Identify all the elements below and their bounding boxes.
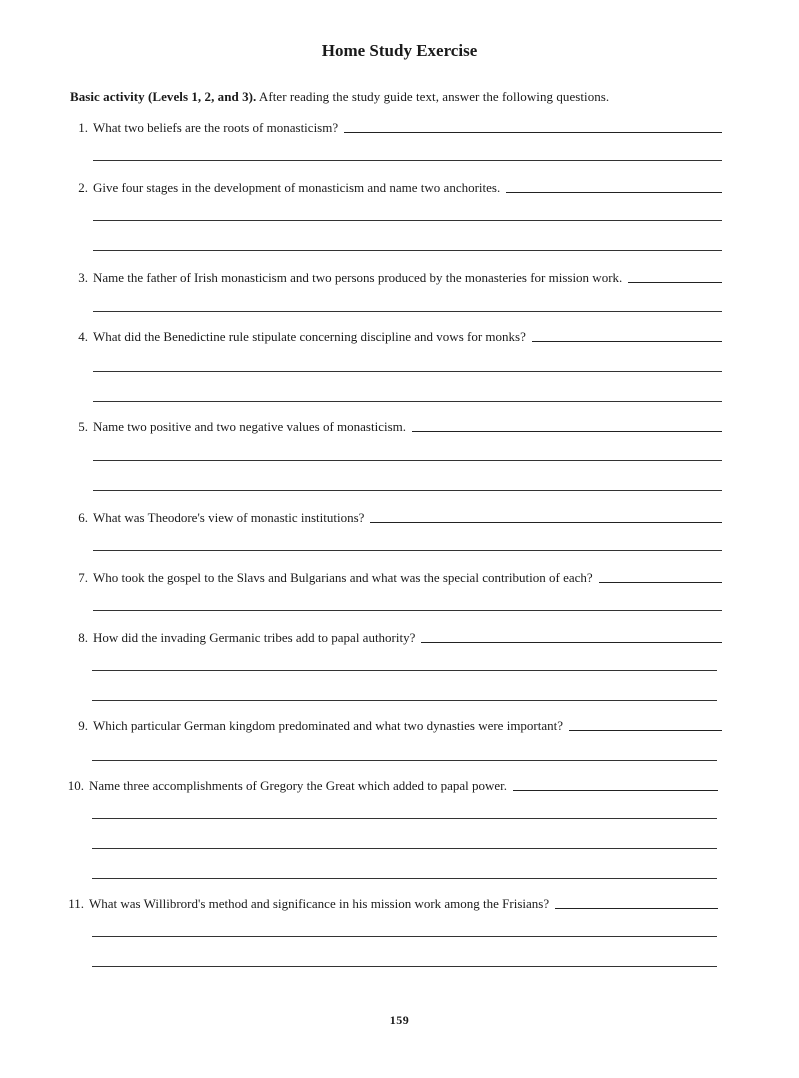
page-number: 159 [389, 1013, 410, 1027]
answer-line[interactable] [93, 460, 722, 461]
question-text: Name the father of Irish monasticism and two persons produced by the monasteries for mission work. [93, 270, 623, 285]
page-title: Home Study Exercise [321, 41, 478, 60]
question-text: What did the Benedictine rule stipulate concerning discipline and vows for monks? [93, 329, 526, 344]
question-1 [70, 118, 722, 136]
instructions [70, 89, 609, 105]
answer-line[interactable] [628, 282, 722, 283]
instructions-text: After reading the study guide text, answer the following questions. [256, 89, 610, 104]
answer-line[interactable] [344, 132, 722, 133]
answer-line[interactable] [92, 818, 717, 819]
question-number: 3. [78, 270, 88, 285]
question-number: 5. [78, 419, 88, 434]
question-3 [70, 268, 722, 286]
question-number: 11. [68, 896, 84, 911]
question-number: 10. [67, 778, 84, 793]
question-text: How did the invading Germanic tribes add to papal authority? [93, 630, 416, 645]
question-text: Name two positive and two negative values of monasticism. [93, 419, 407, 434]
answer-line[interactable] [92, 848, 717, 849]
question-number: 7. [78, 570, 88, 585]
question-text: Name three accomplishments of Gregory the Great which added to papal power. [89, 778, 508, 793]
answer-line[interactable] [599, 582, 722, 583]
instructions-label: Basic activity (Levels 1, 2, and 3). [70, 89, 257, 104]
answer-line[interactable] [93, 371, 722, 372]
question-9 [70, 716, 722, 734]
answer-line[interactable] [92, 700, 717, 701]
question-number: 8. [78, 630, 88, 645]
question-number: 6. [78, 510, 88, 525]
question-text: What was Theodore's view of monastic institutions? [93, 510, 365, 525]
question-text: Who took the gospel to the Slavs and Bulgarians and what was the special contribution of each? [93, 570, 593, 585]
question-text: What two beliefs are the roots of monasticism? [93, 120, 339, 135]
answer-line[interactable] [506, 192, 722, 193]
question-text: What was Willibrord's method and significance in his mission work among the Frisians? [89, 896, 550, 911]
question-number: 2. [78, 180, 88, 195]
answer-line[interactable] [412, 431, 722, 432]
answer-line[interactable] [555, 908, 718, 909]
answer-line[interactable] [92, 878, 717, 879]
answer-line[interactable] [93, 220, 722, 221]
question-4 [70, 327, 722, 345]
answer-line[interactable] [93, 311, 722, 312]
question-number: 4. [78, 329, 88, 344]
question-10 [66, 776, 718, 794]
answer-line[interactable] [93, 160, 722, 161]
question-6 [70, 508, 722, 526]
question-8 [70, 628, 722, 646]
answer-line[interactable] [92, 936, 717, 937]
question-5 [70, 417, 722, 435]
question-text: Which particular German kingdom predominated and what two dynasties were important? [93, 718, 564, 733]
answer-line[interactable] [513, 790, 718, 791]
answer-line[interactable] [92, 966, 717, 967]
answer-line[interactable] [421, 642, 722, 643]
question-7 [70, 568, 722, 586]
question-number: 1. [78, 120, 88, 135]
answer-line[interactable] [92, 760, 717, 761]
answer-line[interactable] [93, 401, 722, 402]
answer-line[interactable] [569, 730, 722, 731]
question-number: 9. [78, 718, 88, 733]
question-2 [70, 178, 722, 196]
answer-line[interactable] [93, 490, 722, 491]
answer-line[interactable] [93, 610, 722, 611]
question-text: Give four stages in the development of monasticism and name two anchorites. [93, 180, 501, 195]
question-11 [66, 894, 718, 912]
answer-line[interactable] [370, 522, 722, 523]
answer-line[interactable] [93, 550, 722, 551]
answer-line[interactable] [93, 250, 722, 251]
answer-line[interactable] [532, 341, 722, 342]
answer-line[interactable] [92, 670, 717, 671]
